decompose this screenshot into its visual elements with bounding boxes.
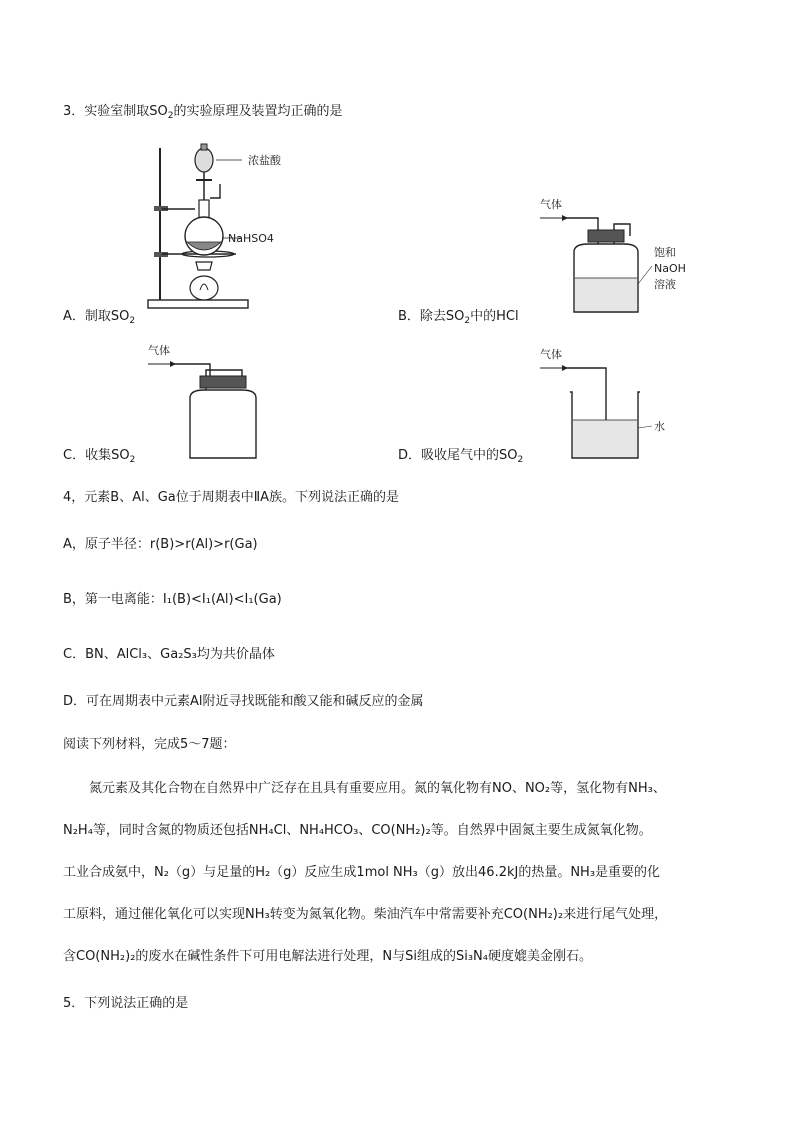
reading-line-2: N₂H₄等，同时含氮的物质还包括NH₄Cl、NH₄HCO₃、CO(NH₂)₂等。自然界中固氮主要生成氮氧化物。 <box>63 823 652 838</box>
q4-option-c: C．BN、AlCl₃、Ga₂S₃均为共价晶体 <box>63 647 275 662</box>
fig-a-acid-label: 浓盐酸 <box>248 154 281 167</box>
q3-stem-text: 3．实验室制取SO <box>63 104 168 119</box>
option-c-sub: 2 <box>129 455 136 465</box>
option-b-text: B．除去SO <box>398 309 465 324</box>
figure-a-apparatus <box>140 140 400 310</box>
q4-stem: 4，元素B、Al、Ga位于周期表中ⅡA族。下列说法正确的是 <box>63 490 400 505</box>
q4-option-b: B，第一电离能：I₁(B)<I₁(Al)<I₁(Ga) <box>63 592 282 607</box>
fig-d-water-label: 水 <box>654 420 665 433</box>
reading-line-3: 工业合成氨中，N₂（g）与足量的H₂（g）反应生成1mol NH₃（g）放出46.2kJ的热量。NH₃是重要的化 <box>63 865 661 880</box>
fig-b-sol-label-1: 饱和 <box>654 246 676 259</box>
q5-stem: 5．下列说法正确的是 <box>63 996 189 1011</box>
option-b-tail: 中的HCl <box>470 309 519 324</box>
q3-stem <box>63 100 343 119</box>
option-b-sub: 2 <box>464 316 471 326</box>
option-d-sub: 2 <box>517 455 524 465</box>
fig-b-sol-label-3: 溶液 <box>654 278 676 291</box>
q3-stem-sub: 2 <box>167 111 174 121</box>
fig-b-sol-label-2: NaOH <box>654 262 686 275</box>
reading-line-4: 工原料，通过催化氧化可以实现NH₃转变为氮氧化物。柴油汽车中常需要补充CO(NH₂)₂来进行尾气处理， <box>63 907 668 922</box>
figure-d-beaker <box>540 346 700 466</box>
fig-c-gas-label: 气体 <box>148 344 170 357</box>
fig-a-salt-label: NaHSO4 <box>228 232 274 245</box>
fig-d-gas-label: 气体 <box>540 348 562 361</box>
reading-line-1: 氮元素及其化合物在自然界中广泛存在且具有重要应用。氮的氧化物有NO、NO₂等，氢化物有NH₃、 <box>89 781 666 796</box>
reading-line-5: 含CO(NH₂)₂的废水在碱性条件下可用电解法进行处理，N与Si组成的Si₃N₄硬度媲美金刚石。 <box>63 949 592 964</box>
option-c-text: C．收集SO <box>63 448 130 463</box>
figure-b-wash-bottle <box>540 196 740 316</box>
figure-c-collect-bottle <box>148 342 288 462</box>
option-a-sub: 2 <box>129 316 136 326</box>
option-d-text: D．吸收尾气中的SO <box>398 448 518 463</box>
q4-option-a: A，原子半径：r(B)>r(Al)>r(Ga) <box>63 537 258 552</box>
q3-stem-tail: 的实验原理及装置均正确的是 <box>173 104 343 119</box>
q3-option-b <box>398 305 519 324</box>
reading-intro: 阅读下列材料，完成5～7题： <box>63 737 236 752</box>
option-a-text: A．制取SO <box>63 309 130 324</box>
q3-option-a <box>63 305 135 324</box>
q3-option-d <box>398 444 523 463</box>
q4-option-d: D．可在周期表中元素Al附近寻找既能和酸又能和碱反应的金属 <box>63 694 424 709</box>
fig-b-gas-label: 气体 <box>540 198 562 211</box>
q3-option-c <box>63 444 135 463</box>
